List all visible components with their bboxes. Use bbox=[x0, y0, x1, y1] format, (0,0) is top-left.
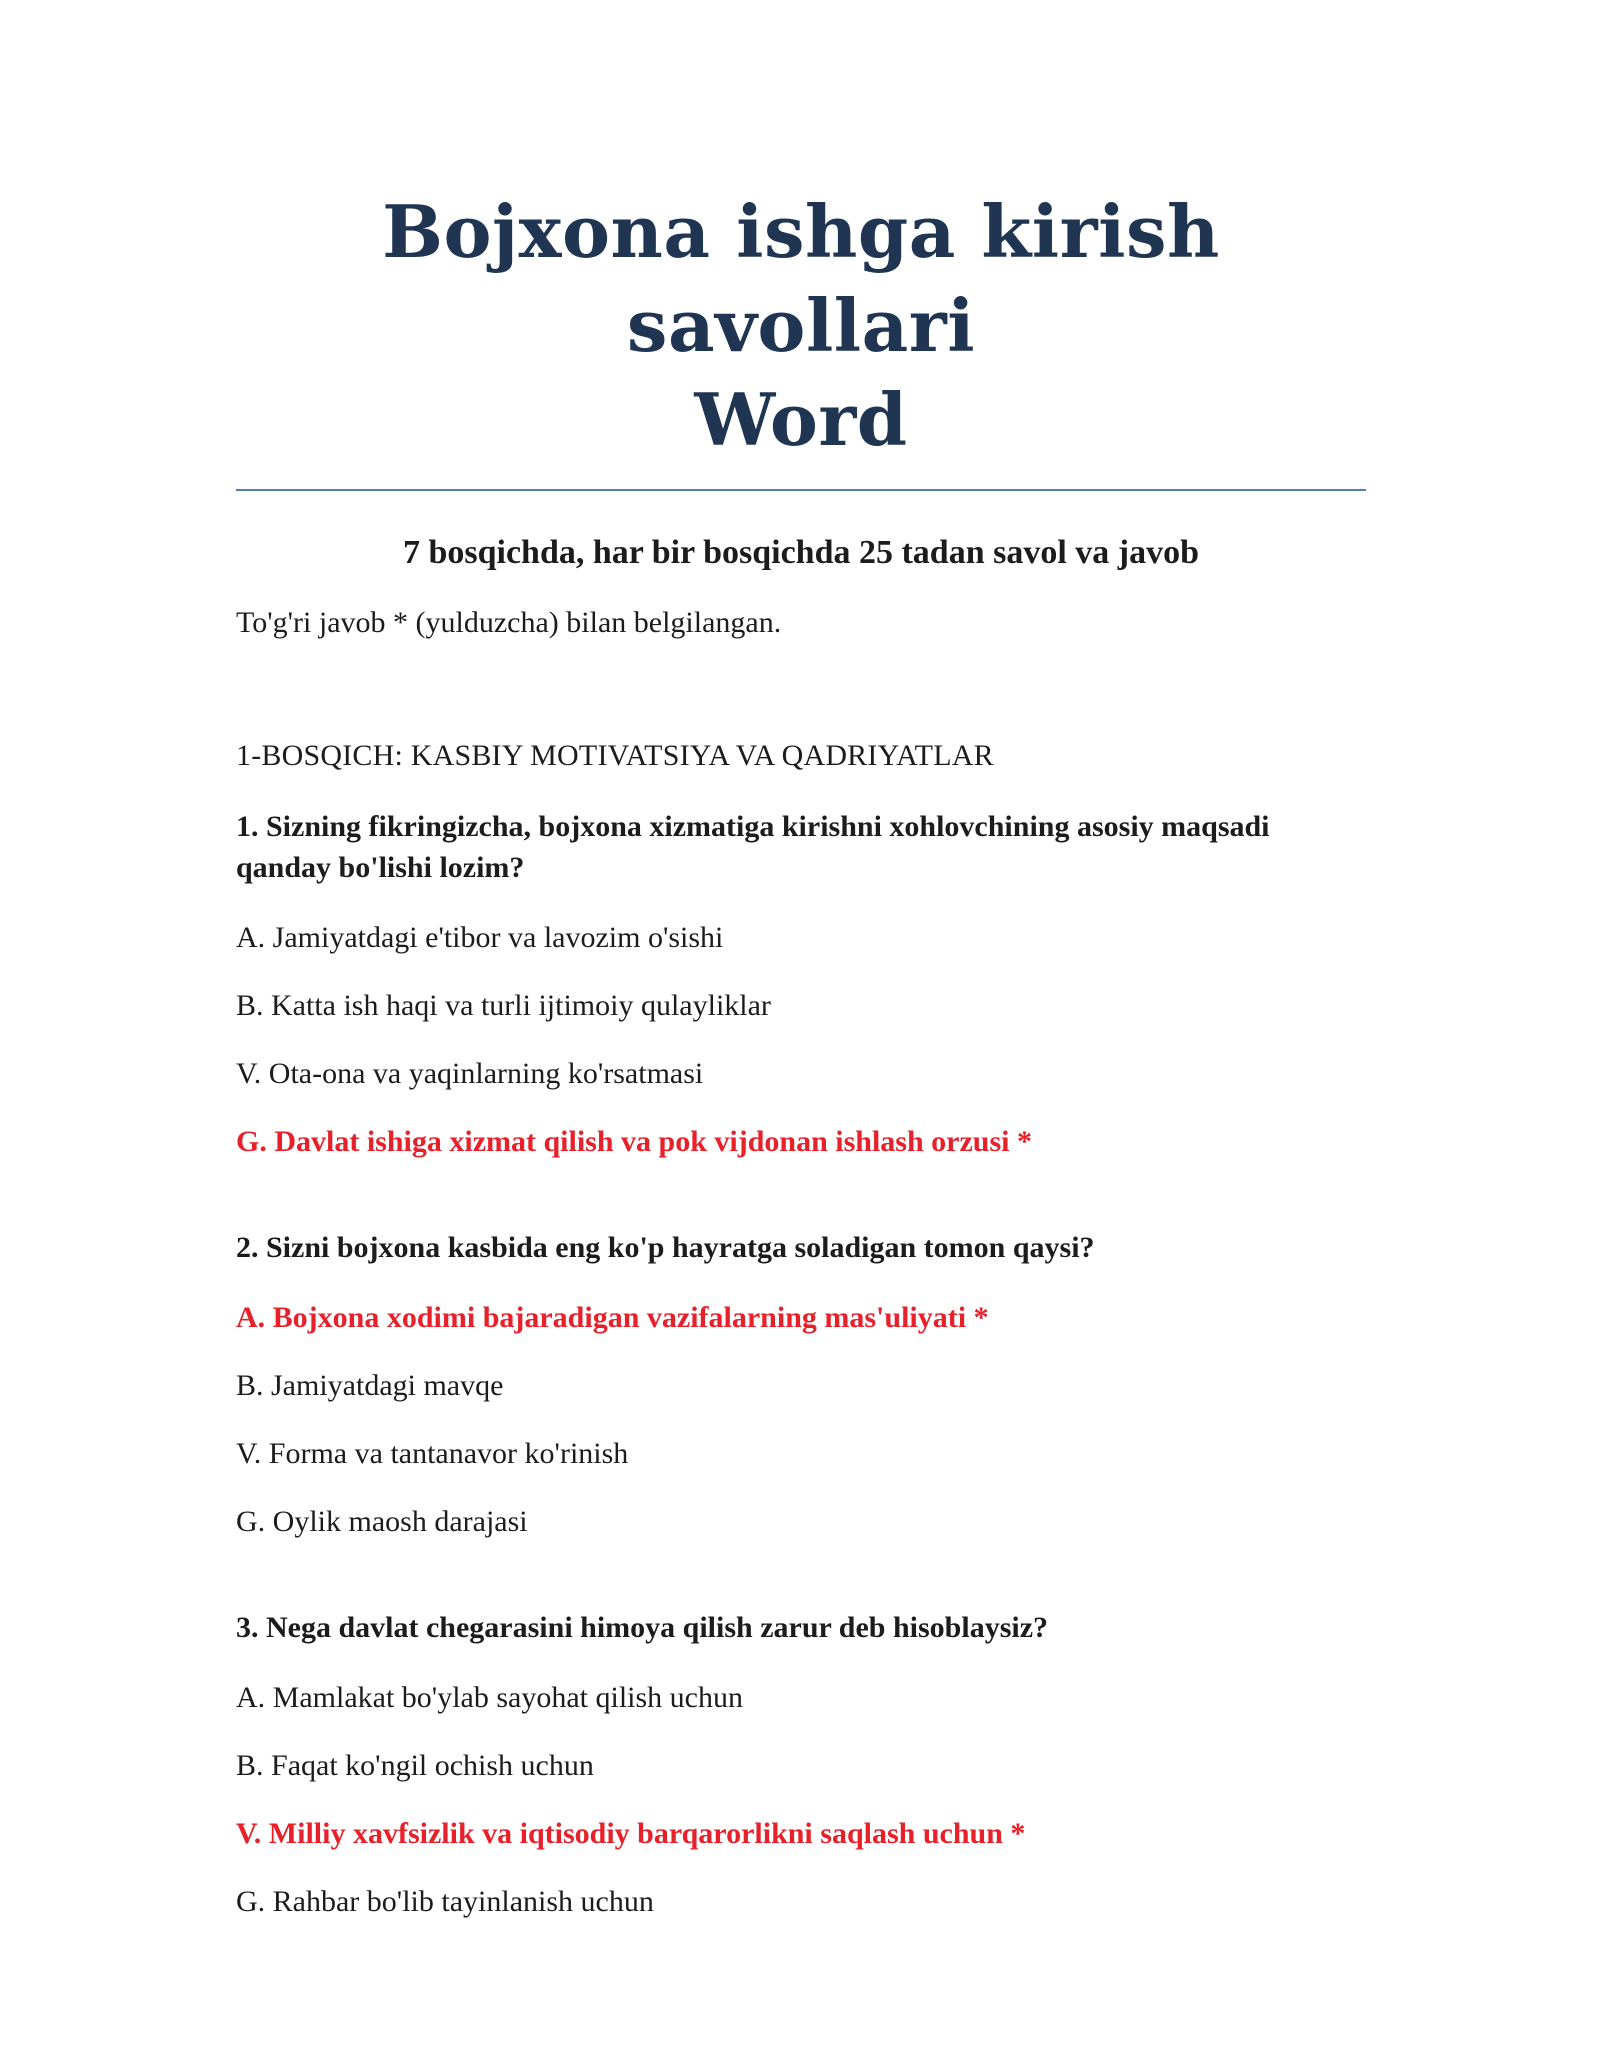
answer-option: A. Jamiyatdagi e'tibor va lavozim o'sishi bbox=[236, 921, 724, 954]
answer-option: V. Ota-ona va yaqinlarning ko'rsatmasi bbox=[236, 1057, 704, 1090]
correct-answer-option: A. Bojxona xodimi bajaradigan vazifalarning mas'uliyati * bbox=[236, 1301, 989, 1334]
document-title bbox=[236, 185, 1366, 467]
answer-option: A. Mamlakat bo'ylab sayohat qilish uchun bbox=[236, 1681, 743, 1714]
answer-option: V. Forma va tantanavor ko'rinish bbox=[236, 1437, 629, 1470]
stage-heading: 1-BOSQICH: KASBIY MOTIVATSIYA VA QADRIYATLAR bbox=[236, 739, 994, 772]
answer-note: To'g'ri javob * (yulduzcha) bilan belgilangan. bbox=[236, 606, 782, 639]
title-line-2: Word bbox=[694, 377, 908, 462]
document-subtitle: 7 bosqichda, har bir bosqichda 25 tadan savol va javob bbox=[402, 534, 1200, 571]
answer-option: B. Katta ish haqi va turli ijtimoiy qulayliklar bbox=[236, 989, 771, 1022]
answer-option: B. Jamiyatdagi mavqe bbox=[236, 1369, 504, 1402]
answer-option: B. Faqat ko'ngil ochish uchun bbox=[236, 1749, 594, 1782]
question-block bbox=[236, 1227, 1366, 1540]
correct-answer-option: G. Davlat ishiga xizmat qilish va pok vijdonan ishlash orzusi * bbox=[236, 1125, 1032, 1158]
question-block bbox=[236, 806, 1366, 1160]
question-text: 3. Nega davlat chegarasini himoya qilish zarur deb hisoblaysiz? bbox=[236, 1611, 1049, 1644]
title-divider bbox=[236, 489, 1366, 491]
question-text: 1. Sizning fikringizcha, bojxona xizmatiga kirishni xohlovchining asosiy maqsadi qanday bo'lishi lozim? bbox=[236, 810, 1270, 884]
question-list bbox=[236, 806, 1366, 1920]
document-page bbox=[236, 185, 1366, 1920]
correct-answer-option: V. Milliy xavfsizlik va iqtisodiy barqarorlikni saqlash uchun * bbox=[236, 1817, 1026, 1850]
title-line-1: Bojxona ishga kirish savollari bbox=[382, 189, 1220, 368]
question-text: 2. Sizni bojxona kasbida eng ko'p hayratga soladigan tomon qaysi? bbox=[236, 1231, 1095, 1264]
question-block bbox=[236, 1607, 1366, 1920]
answer-option: G. Rahbar bo'lib tayinlanish uchun bbox=[236, 1885, 654, 1918]
answer-option: G. Oylik maosh darajasi bbox=[236, 1505, 528, 1538]
